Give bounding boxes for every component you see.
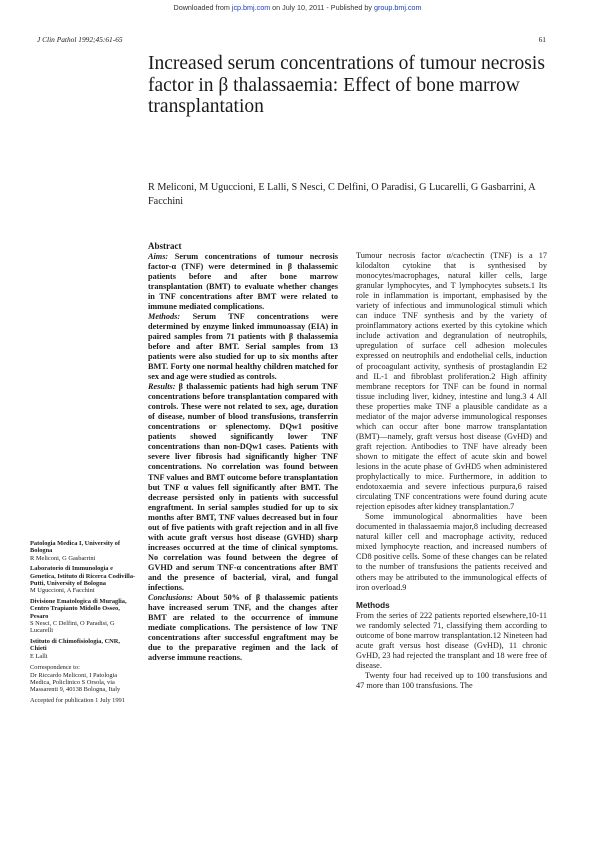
conclusions-text: About 50% of β thalassemic patients have increased serum TNF, and the changes after BMT are related to the occurrence of immune mediate complications. The persistence of low TNF concentrations after successful engraftment may be due to the preparative regimen and the lack of adverse immune reactions. (148, 593, 338, 663)
correspondence-heading: Correspondence to: (30, 664, 80, 672)
accepted-date: Accepted for publication 1 July 1991 (30, 696, 125, 704)
author-list: R Meliconi, M Uguccioni, E Lalli, S Nesci, C Delfini, O Paradisi, G Lucarelli, G Gasbarrini, A Facchini (148, 182, 536, 207)
aims-text: Serum concentrations of tumour necrosis factor-α (TNF) were determined in β thalassemic patients before and after bone marrow transplantation (BMT) to evaluate whether changes in TNF concentrations after BMT were related to immune mediated complications. (148, 251, 338, 311)
methods-paragraph-1: From the series of 222 patients reported elsewhere,10-11 we randomly selected 71, classifying them according to outcome of bone marrow transplantation.12 Nineteen had acute graft versus host disease (GvHD), 11 chronic GvHD, 23 had rejected the transplant and 18 were free of disease. (356, 611, 547, 671)
methods-heading: Methods (356, 600, 390, 610)
affiliation-names: R Meliconi, G Gasbarrini (30, 554, 96, 562)
results-label: Results: (148, 382, 176, 392)
banner-middle: on July 10, 2011 - Published by (270, 3, 374, 12)
running-head-journal: J Clin Pathol 1992;45:61-65 (37, 35, 123, 44)
affiliation-1 (30, 540, 138, 562)
affiliation-names: E Lalli (30, 652, 48, 660)
abstract (148, 241, 338, 663)
methods-text: Serum TNF concentrations were determined by enzyme linked immunoassay (EIA) in paired samples from 71 patients with β thalassemia before and after BMT. Serial samples from 13 patients were also studied for up to six months after BMT. Forty one normal healthy children matched for sex and age were studied as controls. (148, 311, 338, 382)
banner-prefix: Downloaded from (173, 3, 232, 12)
affiliation-institution: Patologia Medica I, University of Bologna (30, 540, 120, 555)
correspondence-text: Dr Riccardo Meliconi, I Patologia Medica, Policlinico S Orsola, via Massarenti 9, 40138 Bologna, Italy (30, 671, 121, 694)
aims-label: Aims: (148, 251, 169, 261)
results-text: β thalassemic patients had high serum TNF concentrations before transplantation compared with controls. These were not related to sex, age, duration of disease, number of blood transfusions, transferrin concentrations or splenectomy. DQw1 positive patients showed significantly lower TNF concentrations than non-DQw1 cases. Patients with severe liver fibrosis had significantly higher TNF concentrations. No correlation was found between TNF values and BMT outcome before transplantation but TNF α values fell significantly after BMT. The decrease persisted only in patients with successful engraftment. In serial samples studied for up to six months after BMT, TNF values decreased but in four out of five patients with graft rejection and in all five with acute graft versus host disease (GVHD) sharp increases occurred at the time of clinical symptoms. No correlation was found between the degree of GVHD and serum TNF-α concentrations after BMT and the presence of bacterial, viral, and fungal infections. (148, 382, 338, 593)
intro-paragraph-1: Tumour necrosis factor α/cachectin (TNF) is a 17 kilodalton cytokine that is synthesised by monocytes/macrophages, natural killer cells, large granular lymphocytes, and T lymphocytes subsets.1 Its role in inflammation is important, emphasised by the variety of infectious and immunological stimuli which can induce TNF synthesis and by the variety of proinflammatory actions exerted by this cytokine which include activation and degranulation of neutrophils, upregulation of surface cell adhesion molecules expressed on neutrophils and endothelial cells, induction of procoagulant activity, synthesis of prostaglandin E2 and IL-1 and fibroblast proliferation.2 High affinity membrane receptors for TNF can be found in normal tissue including liver, kidney, intestine and lung.3 4 All these properties make TNF a plausible candidate as a mediator of the major adverse immunological responses which can occur after bone marrow transplantation (BMT)—namely, graft versus host disease (GvHD) and graft rejection. Antibodies to TNF have already been shown to mitigate the effect of acute skin and bowel lesions in the acute phase of GvHD5 when administered prophylactically to mice. Furthermore, in addition to endotoxaemia and severe infectious purpura,6 raised circulating TNF concentrations were found during acute rejection episodes after kidney transplantation.7 (356, 251, 547, 512)
body-column (356, 251, 547, 691)
abstract-conclusions (148, 593, 338, 663)
abstract-heading: Abstract (148, 241, 182, 251)
abstract-aims (148, 252, 338, 312)
download-banner (0, 3, 595, 12)
affiliation-2 (30, 565, 138, 595)
affiliation-names: M Uguccioni, A Facchini (30, 587, 95, 595)
affiliation-names: S Nesci, C Delfini, O Paradisi, G Lucarelli (30, 620, 115, 635)
abstract-methods (148, 312, 338, 382)
affiliation-4 (30, 638, 138, 660)
intro-paragraph-2: Some immunological abnormalities have been documented in thalassaemia major,8 including decreased natural killer cell and macrophage activity, reduced mixed lymphocyte reaction, and increased numbers of CD8 positive cells. Some of these changes can be related to the number of transfusions the patients received and others may be attributed to the immunological effects of iron overload.9 (356, 512, 547, 592)
affiliation-3 (30, 598, 138, 635)
article-title: Increased serum concentrations of tumour necrosis factor in β thalassaemia: Effect of bone marrow transplantation (148, 53, 545, 117)
abstract-results (148, 382, 338, 593)
banner-link-group[interactable]: group.bmj.com (373, 3, 422, 12)
conclusions-label: Conclusions: (148, 593, 193, 603)
affiliation-institution: Laboratorio di Immunologia e Genetica, Istituto di Ricerca Codivilla-Putti, University of Bologna (30, 565, 136, 588)
methods-label: Methods: (148, 311, 181, 321)
affiliations (30, 540, 138, 704)
affiliation-institution: Divisione Ematologica di Muraglia, Centro Trapianto Midollo Osseo, Pesaro (30, 597, 127, 620)
methods-paragraph-2: Twenty four had received up to 100 transfusions and 47 more than 100 transfusions. The (356, 671, 547, 691)
page-number: 61 (538, 35, 546, 44)
affiliation-institution: Istituto di Chimofisiologia, CNR, Chieti (30, 637, 121, 653)
banner-link-jcp[interactable]: jcp.bmj.com (231, 3, 271, 12)
